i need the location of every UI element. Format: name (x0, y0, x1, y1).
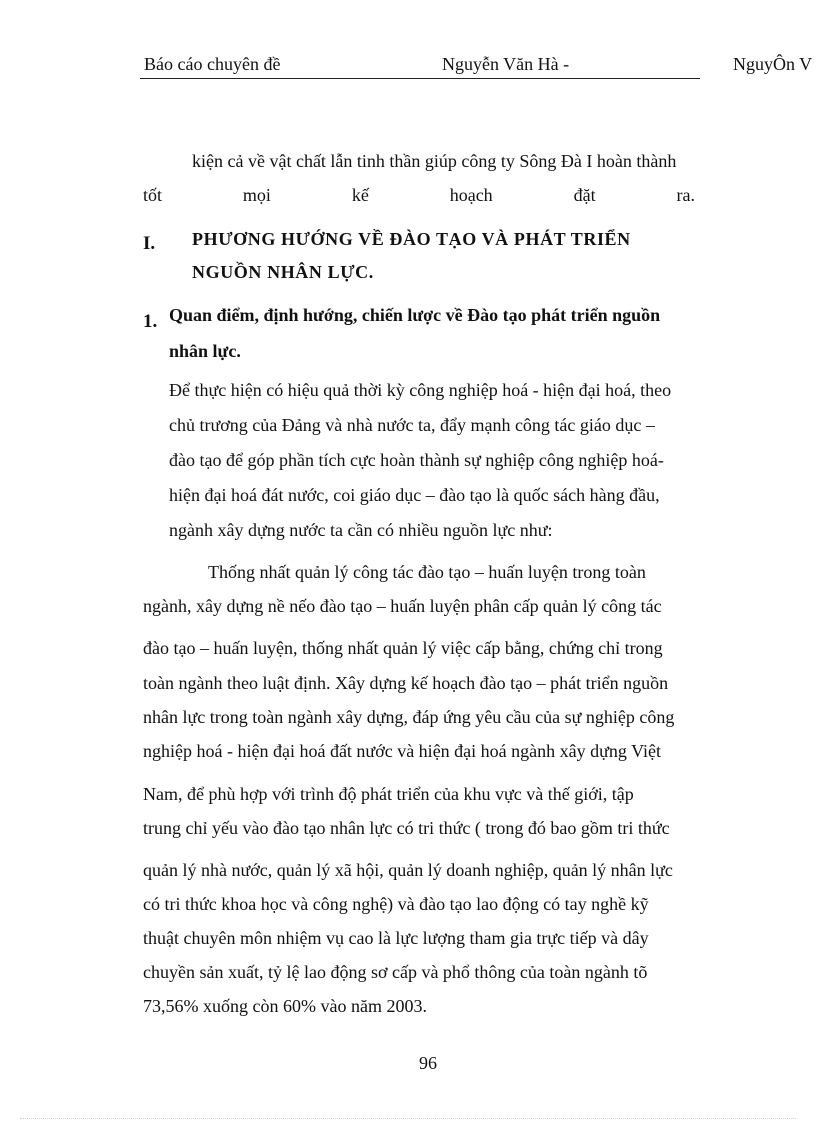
intro-word: mọi (242, 185, 271, 205)
paragraph2-line: ngành, xây dựng nề nếo đào tạo – huấn luyện phân cấp quản lý công tác (143, 596, 662, 616)
subsection-number: 1. (143, 311, 158, 332)
subsection-title-line-2: nhân lực. (169, 341, 241, 361)
page-header (140, 52, 700, 79)
paragraph1-line: chủ trương của Đảng và nhà nước ta, đẩy mạnh công tác giáo dục – (169, 415, 655, 435)
header-author: Nguyễn Văn Hà - (442, 54, 570, 74)
intro-line-2 (143, 185, 695, 206)
header-report-title: Báo cáo chuyên đề (144, 54, 281, 74)
paragraph1-line: hiện đại hoá đát nước, coi giáo dục – đào tạo là quốc sách hàng đầu, (169, 485, 660, 505)
intro-word: ra. (676, 185, 695, 205)
paragraph2-line: có tri thức khoa học và công nghệ) và đào tạo lao động có tay nghề kỹ (143, 894, 649, 914)
subsection-title-line-1: Quan điểm, định hướng, chiến lược về Đào tạo phát triển nguồn (169, 305, 661, 325)
paragraph1-line: ngành xây dựng nước ta cần có nhiều nguồn lực như: (169, 520, 553, 540)
intro-word: đặt (573, 185, 596, 205)
paragraph2-line: trung chỉ yếu vào đào tạo nhân lực có tri thức ( trong đó bao gồm tri thức (143, 818, 670, 838)
header-author-truncated: NguyÔn V (733, 54, 813, 74)
paragraph1-line: Để thực hiện có hiệu quả thời kỳ công nghiệp hoá - hiện đại hoá, theo (169, 380, 672, 400)
paragraph2-line: Nam, để phù hợp với trình độ phát triển của khu vực và thế giới, tập (143, 784, 634, 804)
paragraph2-line: nghiệp hoá - hiện đại hoá đất nước và hiện đại hoá ngành xây dựng Việt (143, 741, 661, 761)
intro-line-1: kiện cả về vật chất lẫn tinh thần giúp công ty Sông Đà I hoàn thành (192, 151, 677, 171)
section-title-line-1: PHƯƠNG HƯỚNG VỀ ĐÀO TẠO VÀ PHÁT TRIỂN (192, 229, 631, 249)
paragraph2-line: chuyền sản xuất, tỷ lệ lao động sơ cấp và phổ thông của toàn ngành tõ (143, 962, 648, 982)
section-number: I. (143, 233, 156, 254)
paragraph2-line: Thống nhất quản lý công tác đào tạo – huấn luyện trong toàn (208, 562, 646, 582)
intro-word: kế (351, 185, 369, 205)
paragraph2-line: đào tạo – huấn luyện, thống nhất quản lý việc cấp bằng, chứng chỉ trong (143, 638, 663, 658)
intro-word: hoạch (449, 185, 493, 205)
intro-word: tốt (143, 185, 163, 205)
page-number: 96 (419, 1053, 437, 1073)
section-title-line-2: NGUỒN NHÂN LỰC. (192, 262, 374, 282)
paragraph2-line: nhân lực trong toàn ngành xây dựng, đáp ứng yêu cầu của sự nghiệp công (143, 707, 675, 727)
paragraph1-line: đào tạo để góp phần tích cực hoàn thành sự nghiệp công nghiệp hoá- (169, 450, 664, 470)
paragraph2-line: thuật chuyên môn nhiệm vụ cao là lực lượng tham gia trực tiếp và dây (143, 928, 649, 948)
paragraph2-line: 73,56% xuống còn 60% vào năm 2003. (143, 996, 427, 1016)
page-bottom-rule (20, 1118, 796, 1119)
paragraph2-line: toàn ngành theo luật định. Xây dựng kế hoạch đào tạo – phát triển nguồn (143, 673, 669, 693)
paragraph2-line: quản lý nhà nước, quản lý xã hội, quản lý doanh nghiệp, quản lý nhân lực (143, 860, 673, 880)
